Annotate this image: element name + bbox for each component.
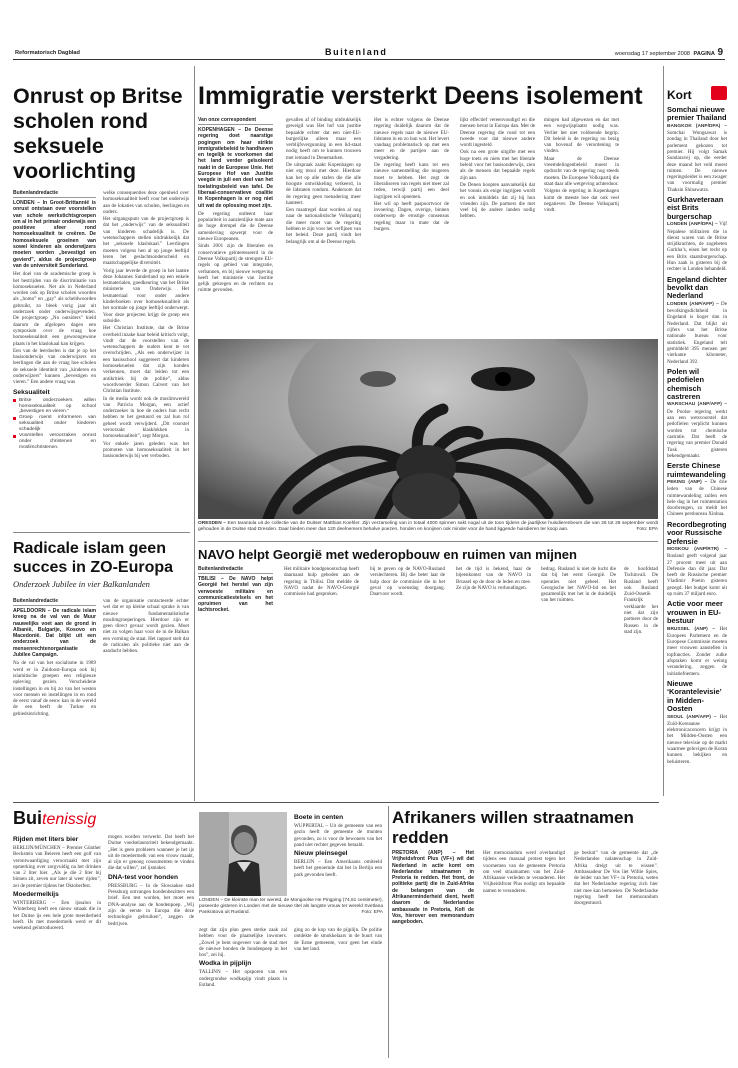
item-heading: Nieuw pleinsegel	[294, 850, 348, 858]
buitenissig-title-bold: Bui	[13, 808, 42, 828]
fact-box	[13, 389, 96, 451]
article-immigratie-col3	[374, 117, 449, 341]
paragraph: van de organisatie contacteerde echter wel dat er op kleine schaal sprake is van nieuwe fundamentalistische moslimgroeperingen. Hierdoor zijn er geen direct gevaar wordt gezien. Moet niet zo volgen haar voor de in de Balkan een vorming de staat. Het rapport stelt dat de radicalen als politieke niet aan de aandacht hebben.	[103, 598, 189, 655]
article-britse-scholen-headline: Onrust op Britse scholen rond seksuele voorlichting	[13, 84, 183, 183]
article-lead: TBILISI – De NAVO helpt Georgië het herstel van zijn verwoeste militaire en communicatiestelsels en het opruimen van het lachtsrocket.	[198, 576, 273, 614]
buitenissig-col2	[108, 834, 194, 1056]
kort-item-body	[667, 714, 727, 765]
paragraph: In de media wordt ook de moslimwereld van Patricia Morgan, een actief onderzoeker in hoe de ouders hun recht hebben te het gestuurd en zal hun rol geheel wordt verwijderd. „Dit voorstel veroorzakt klasklokken in homoseksualiteit”, zegt Morgan.	[103, 395, 189, 440]
paragraph: Het Christian Institute, dat de Britse overheid inzake haar beleid kritisch volgt, vindt dat de voorstellen van de wetenschappers de ouders kent te vet overschrijden. „Als een onderwijzer in een basisschool suggereert dat kinderen homoseksuelen dat zijn konden verkennen, moet dat leiden tot een antikritiek bij de politie”, aldus woordvoerder Simon Calvert van het Christian Institute.	[103, 325, 189, 395]
header-right	[615, 47, 723, 58]
paragraph: lijkt effectief vereenvoudigd en die mensen bevat in Europa dan. Met de Deense regering die rond tot een tweede voor dat nieuwe andere wordt ingesteld.	[460, 117, 535, 149]
kort-item	[667, 368, 727, 459]
paragraph: Een maatregel daar worden al nog naar de nationalistische Volkspartij die meer moet van de regering hebben te zijn voor het verfijnen van het beleid. Deze partij vindt het belangrijk om al de Deense regels.	[286, 207, 361, 245]
kort-item-title: Engeland dichter bevolkt dan Nederland	[667, 274, 727, 301]
kort-column	[667, 103, 727, 1053]
item-text: BERLIJN/MÜNCHEN – Premier Günther Beckstein van Beieren heeft een golf van verontwaardiging veroorzaakt met zijn opmerking over zorgvuldig na het drinken van 2 liter bier. „Als je die 2 liter bij binnen zit, zeven uur later al weer rijden”, zei de premier tijdens het Oktoberfest.	[13, 845, 101, 889]
kort-item	[667, 521, 727, 598]
page-label: PAGINA	[693, 51, 715, 57]
article-lead: PRETORIA (ANP) – Het Vrijheidsfront Plus (VF+) wil dat Nederland in actie komt om Nederlandse straatnamen in Pretoria te redden. Het front, de politieke partij die in Zuid-Afrika de belangen van de Afrikanerminderheid dient, heeft daarom de Nederlandse ambassade in Pretoria, Kofi de Vos, hierover een memorandum aangeboden.	[392, 850, 474, 926]
kort-item	[667, 276, 727, 365]
paragraph: Ook na een grote uitgifte met een hoge toets en niets met het liberale beleid voor het basisonderwijs, zien als de mensen dat bepaalde regels zijn aan.	[460, 149, 535, 181]
item-heading: DNA-test voor honden	[108, 873, 178, 881]
item-heading: Moedermelkijs	[13, 891, 59, 899]
paper-name: Reformatorisch Dagblad	[15, 50, 80, 56]
article-lead: LONDEN – In Groot-Brittannië is onrust ontstaan over voorstellen van schole werkstichtsgroepen om al in het primair onderwijs een positieve sfeer rond homoseksualiteit te creëren. De homoseksuele groeinen van sowel kinderen als onderwijzers moeten worden „bevestigd en gevierd”, aldus de projectgroep van de universiteit Sunderland.	[13, 200, 96, 269]
kort-dateline: LONDEN (ANP/AFP) –	[667, 301, 719, 307]
kort-item-title: Actie voor meer vrouwen in EU-bestuur	[667, 599, 723, 626]
paragraph: Maar de Deense vreemdelingenbeleid moest in opdracht van de regering nog steeds moeten. De Europese Volkspartij die staat daar alle wetgeving achterdoor.	[544, 155, 619, 187]
paragraph: Na de val van het socialisme in 1989 werd er in Zuidoost-Europa ook bij islamitische groepen een religieuze opleving gezien. Verscheidene instellingen in en bij zo van het westen voor mensen en instellingen in en rond de eerst vanaf de eeuw kan in de wereld de een heeft de Turkse en gebiedsinrichting.	[13, 660, 96, 717]
byline: Van onze correspondent	[198, 117, 273, 125]
kort-dateline: BANGKOK (ANP/DPA) –	[667, 123, 727, 129]
divider	[13, 802, 659, 803]
fact-box-item: Groep roemt informeren van seksualiteit onder kinderen schadelijk	[13, 415, 96, 433]
paragraph: De regering ontleent haar populariteit in aanzienlijke mate aan de hoge drempel die de Deense samenleving opwerpt voor de nieuwe Europeanen.	[198, 210, 273, 243]
article-immigratie-col6	[628, 117, 658, 341]
paragraph: de hoofdstad Tschinvali. De Rusland heeft ook Rusland Zuid-Ossetië. Frankrijk verklaarde het niet dat zijn partners door de Russen in de stad zijn.	[624, 566, 658, 635]
paragraph: De Denen hoopten aanvankelijk dat het vonnis als enige ingrijpen wordt en ook inmiddels dat zij bij hun vrienden zijn. De partners die met veel bij de andere landen nodig hebben.	[460, 181, 535, 220]
kort-item	[667, 196, 727, 273]
column-divider	[663, 66, 664, 796]
byline: Buitenlandredactie	[13, 598, 96, 606]
divider	[13, 532, 190, 533]
paragraph: Een van de leerdoelen is dat je op het basisonderwijs van onderwijzers en leerlingen die aan de vraag hoe scholen de seksuele identiteit van „kinderen en onderwijzers” kunnen „bevestigen en vieren.” Een andere vraag was	[13, 347, 96, 386]
kort-text: Rusland geeft volgend jaar 27 procent meer uit aan Defensie dan dit jaar. Dat heeft de Russische premier Vladimir Poetin gisteren gezegd. Het budget komt uit op ruim 37 miljard euro.	[667, 553, 727, 598]
issue-date: woensdag 17 september 2008	[614, 51, 690, 57]
tarantula-photo-caption	[198, 521, 658, 541]
article-afrikaners-col3	[574, 850, 658, 1057]
tarantula-image	[198, 339, 658, 519]
buitenissig-col3	[199, 927, 287, 1057]
article-immigratie-col4	[460, 117, 535, 341]
kort-dateline: MOSKOU (ANP/RTR) –	[667, 546, 727, 552]
kort-text: Vijf Nepalese militairen die in dienst waren van de Britse strijdkrachten, de zogeheten Gurkha’s, eisen het recht op een Brits staatsburgerschap. Hun zaak is gisteren bij de rechter in Londen behandeld.	[667, 221, 727, 273]
kort-item-body	[667, 546, 727, 597]
kort-text: De Poolse regering werkt aan een wetsvoorstel dat pedofielen verplicht kunnen worden tot chemische castratie. Dat heeft de regering van premier Donald Tusk gisteren bekendgemaakt.	[667, 408, 727, 459]
article-navo-col2	[284, 566, 359, 644]
kort-item	[667, 462, 727, 518]
caption-place: ORESDEN –	[198, 521, 226, 526]
kort-dateline: SEOUL (ANP/AFP) –	[667, 714, 717, 720]
kort-text: De bevolkingsdichtheid in Engeland is hoger dan in Nederland. Dat blijkt uit cijfers van het Britse nationale bureau voor statistiek. Engeland telt gemiddeld 395 mensen per vierkante kilometer, Nederland 392.	[667, 300, 727, 365]
article-navo-headline: NAVO helpt Georgië met wederopbouw en ruimen van mijnen	[198, 547, 577, 562]
photo-credit: Foto: EPA	[361, 909, 383, 915]
byline: Buitenlandredactie	[13, 190, 96, 198]
kort-text: Het Zuid-Koreaanse elektronicaconcern krijgt in het Midden-Oosten een nieuwe televisie op de markt waarmee gelovigen de Koran kunnen bekijken en beluisteren.	[667, 713, 727, 765]
article-afrikaners-col1	[392, 850, 474, 1057]
item-heading: Wodka in pijplijn	[199, 960, 252, 968]
byline: Buitenlandredactie	[198, 566, 273, 574]
tarantula-photo	[198, 339, 658, 519]
page-header	[13, 46, 725, 60]
paragraph: bedrag. Rusland is niet de lucht die dat bij het eerst Georgië. De operaties niet geheel. Het Georgische het NAVO-lid en het gezamenlijk met het in de duidelijk van het ruimten.	[541, 566, 616, 604]
kort-text: Het Europees Parlement en de Europese Commissie moeten meer vrouwen aanstellen in topfuncties. Zonder zulke afspraken komt er weinig verandering, zeggen de initiatiefnemers.	[667, 625, 727, 677]
kort-title: Kort	[667, 88, 692, 102]
paragraph: Het uitgangspunt van de projectgroep is dat het „onderwijs” van de seksualiteit van kinderen schadelijk is. De wetenschappers stellen uitdrukkelijk dat het „seksuele klaslokaal.” Leerlingen moeten volgens hen al op jonge leeftijd leren het geslachtsonderscheid en maatschappelijke diversiteit.	[103, 216, 189, 267]
article-immigratie-col5	[544, 117, 619, 341]
paragraph: bij te geven op de NAVO-Rusland verslechteren. Bij die beter laat de hulp door de commissie die in het geval op woensdag doorgang. Daarvoor wordt.	[370, 566, 445, 598]
article-navo-col3	[370, 566, 445, 644]
smallest-man-image	[199, 812, 287, 896]
item-heading: Boete in centen	[294, 814, 344, 821]
column-divider	[388, 806, 389, 1058]
kort-header	[667, 86, 727, 102]
buitenissig-col4	[294, 927, 382, 1057]
kort-item-title: Recordbegroting voor Russische Defensie	[667, 519, 727, 546]
buitenissig-col5	[294, 812, 382, 922]
kort-item-body	[667, 221, 727, 272]
article-navo-col1	[198, 566, 273, 644]
kort-item-title: Polen wil pedofielen chemisch castreren	[667, 366, 704, 402]
paragraph: ge besluit” van de gemeente dat „de Nederlandse nalatenschap in Zuid-Afrika dreigt uit te wissen”. Ambassadeur De Vos liet Willie Spies, de leider van het VF+ in Pretoria, weten dat het Nederlandse regering zich hier niet mee kan bemoeien. De Nederlandse regering heeft het memorandum doorgestuurd.	[574, 850, 658, 907]
item-text: TALLINN – Het opsporen van een ondergrondse wodkapijp vindt plaats in Estland.	[199, 969, 287, 989]
article-navo-col4	[456, 566, 531, 644]
fact-box-item: Voorstellen veroorzaken onrust onder christenen en moslimchristenen.	[13, 433, 96, 451]
kort-text: Somchai Wongsawat is zondag in Thailand door het parlement gekozen tot premier. Hij volgt Samak Sundaravej op, die eerder deze maand het veld moest ruimen. De nieuwe regeringsleider is een zwager van voormalig premier Thaksin Shinawatra.	[667, 130, 727, 193]
kort-item-title: Nieuwe ‘Korantelevisie’ in Midden-Oosten	[667, 678, 722, 714]
article-britse-scholen-col2	[103, 190, 189, 527]
fact-box-item: Britse onderzoekers willen homoseksualiteit op school „bevestigen en vieren.”	[13, 398, 96, 416]
kort-dateline: PEKING (ANP) –	[667, 479, 708, 485]
kort-item-body	[667, 123, 727, 193]
item-text: WINTERBERG – Een ijssalon in Winterberg heeft een nieuw smaak die in het Duitse ijs een hele grote meerderheid heeft. IJs met moedermelk werd er dit weekend geïntroduceerd.	[13, 900, 101, 932]
kort-item-body	[667, 301, 727, 365]
kort-item-title: Eerste Chinese ruimtewandeling	[667, 461, 726, 479]
article-lead: APELDOORN – De radicale islam kreeg na de val van de Muur nauwelijks voet aan de grond in Albanië, Bulgarije, Kosovo en Macedonië. Dat blijkt uit een onderzoek van de mensenrechtenorganisatie Jubilee Campaign.	[13, 608, 96, 659]
paragraph: gevallen af of binding uitdrukkelijk geweigd was Het hof van justitie bepaalde echter dat een niet-EU-burgerlijke alleen maar een verblijfsvergunning in een lid-staat nodig heeft om te kunnen trouwen met iemand in Denemarken.	[286, 117, 361, 161]
article-afrikaners-headline: Afrikaners willen straatnamen redden	[392, 808, 634, 847]
item-text: PRESSBURG – In de Slowaakse stad Pressburg ontvangen hondenbezitters een brief. Een test worden, het moet een DNA-analyse aan de hondenpoep. „Wij zijn de eerste in Europa die deze technologie gebruiken”, zeggen de bedrijven.	[108, 882, 194, 927]
paragraph: Het doel van de academische groep is het bestrijden van de discriminatie van homoseksuelen. Net als in Nederland worden ook op Britse scholen woorden als „homo” en „gay” als scheldwoorden gebruikt, zo bleek vorig jaar uit onderzoek onder onderwijsgevenden. De projectgroep „No outsiders” hield daarom de afgelopen dagen een symposium over de vraag hoe homoseksualiteit een gewoongewone plaats in het klaslokaal kan krijgen.	[13, 271, 96, 347]
paragraph: Het is echter volgens de Deense regering duidelijk daarom dat de nieuwe regels naar de nieuwe EU-lidstaten in en zo hun wat. Het levert vandaag problematisch op met een meer en de partijen aan de vergadering.	[374, 117, 449, 161]
buitenissig-col1	[13, 834, 101, 1056]
article-britse-scholen-col1	[13, 190, 96, 527]
kort-item-title: Gurkhaveteraan eist Brits burgerschap	[667, 195, 724, 221]
kort-globe-icon	[711, 86, 727, 100]
article-radicale-islam-col2	[103, 598, 189, 794]
item-text: BERLIJN – Een Amerikaans omiteeld heeft het genoemde dat het in Berlijn een park gevonden heeft.	[294, 859, 382, 878]
page-number: 9	[717, 47, 723, 58]
paragraph: het de tijd is bekend, haar de bijeenkomst van de NAVO in Brussel op de door de leden en mee. Ze zijn de NAVO is verhoudingen.	[456, 566, 531, 591]
paragraph: Het wil op heeft paspoortvoor de invoering. Dagen, overige, binnen onderwerp de ernstige consensus regeling maar in mate dat de burgers.	[374, 200, 449, 233]
kort-item	[667, 600, 727, 677]
article-immigratie-headline: Immigratie versterkt Deens isolement	[198, 82, 643, 110]
article-radicale-islam-headline: Radicale islam geen succes in ZO-Europa	[13, 540, 174, 576]
kort-item-body	[667, 626, 727, 677]
paragraph: welke consequenties deze openheid over homoseksualiteit heeft voor het onderwijs aan de lokaties van scholen, leerlingen en ouders.	[103, 190, 189, 215]
item-text: zegt dat zijn plan geen sterke zaak zal hebben voor de plaatselijke inwoners. „Zowel je bent ongeveer van de stad met de nieuwe honden de hondenpoep in het bos”, zei hij.	[199, 927, 287, 959]
item-heading: Rijden met liters bier	[13, 836, 79, 843]
kort-item-body	[667, 479, 727, 518]
kort-text: De drie leden van de Chinese ruimtewandeling zullen een hele dag in het ruimtestation doorbrengen, zo meldt het Chinees persbureau Xinhua.	[667, 478, 727, 518]
column-divider	[194, 66, 195, 801]
article-navo-col6	[624, 566, 658, 644]
paragraph: Volgens de regering in Kopenhagen komt de meeste hoe dat ook veel negatiever. De Deense Volkspartij vindt.	[544, 188, 619, 214]
article-immigratie-col1	[198, 117, 273, 341]
article-radicale-islam-subhead: Onderzoek Jubilee in vier Balkanlanden	[13, 579, 150, 589]
paragraph: mingen had afgewezen en dat met een wegwijsplaatst nodig was. Verliet het niet voldoende begrip. Dit beleid is de regering nu bezig van bovenaf de verordening te vinden.	[544, 117, 619, 155]
caption-text: LONDEN – De kleinste man ter wereld, de Mongoolse He Pingping (74,61 centimeter), poseerde gisteren in Londen met de nieuwe titel als langste vrouw ter wereld Svetlana Pankratova uit Rusland.	[199, 898, 383, 915]
kort-item	[667, 106, 727, 193]
kort-dateline: LONDEN (ANP/DPA) –	[667, 222, 718, 228]
article-afrikaners-col2	[483, 850, 565, 1057]
paragraph: Het militaire bondgenootschap heeft daarnaast hulp geboden aan de regering in Tbilisi. Dat meldde de NAVO nadat de NAVO-Georgië commissie had gesproken.	[284, 566, 359, 598]
kort-item-body	[667, 401, 727, 459]
smallest-man-photo	[199, 812, 287, 896]
photo-credit: Foto: EPA	[636, 526, 658, 532]
article-lead: KOPENHAGEN – De Deense regering doet naarstige pogingen om haar strikte immigratiebeleid te handhaven en tegelijk te voorkomen dat het land verder geïsoleerd raakt in de Europese Unie. Het Europese Hof van Justitie veegde in juli een deel van het toelatingsbeleid van tafel. De liberaal-conservatieve coalitie in Kopenhagen is er nog niet uit wat de oplossing moet zijn.	[198, 127, 273, 209]
caption-text: Een tarantula uit de collectie van de Duitser Matthias Koehler. Zijn verzameling van in totaal 4000 spinnen sakt nogal uit de toon tijdens de jaarlijkse huisdierenbeurs die van 26 tot 28 september wordt gehouden in de Duitse stad Dresden. Daar bieden meer dan 120 deelnemers behalve poezen, honden en konijnen ook minder voor de hand liggende huisdieren ter koop aan.	[198, 521, 658, 532]
item-text: ging zo de kop van de pijplijn. De politie ontdekte de smokkelaars in de buurt van de Estse gemeente, voor geen het einde van het land.	[294, 927, 382, 952]
buitenissig-title	[13, 808, 96, 830]
paragraph: Het memorandum werd overhandigd tijdens een massaal protest tegen het voornemen van de gemeente Pretoria om veel straatnamen van het Zuid-Afrikaanse verleden te veranderen. Het Vrijheidsfront Plus nodigt om bepaalde namen te veranderen.	[483, 850, 565, 894]
kort-dateline: WARSCHAU (ANP/AFP) –	[667, 402, 727, 408]
paragraph: De uitspraak zaakt Kopenhagen op niet erg mooi met deze. Hierdoor kan het op alle stafen die die alle hoogste ontwikkeling verkeerd, in de lidstaten rondom. Andersom dat de regering geen toenadering meer hanteert.	[286, 162, 361, 206]
item-text: WUPPERTAL – Uit de gemeente van een gezin heeft de gemeente de munten gevonden, zo is voor de bewoners van het pand niet rechter gegeven betaald.	[294, 823, 382, 848]
divider	[198, 541, 658, 542]
paragraph: Sinds 2001 zijn de liberalen en conservatieve geïnteresseerd in de Deense Volkspartij de strengste EU-regels op gebied van integratie, verbannen, en bij nieuwe wetgeving heeft het ministerie van Justitie gelijk gekregen en de rechters nu ruimte gevonden.	[198, 243, 273, 294]
kort-item	[667, 680, 727, 765]
kort-dateline: BRUSSEL (ANP) –	[667, 626, 716, 632]
kort-item-title: Somchai nieuwe premier Thailand	[667, 105, 727, 123]
item-text: mogen worden verwerkt. Dat heeft het Duitse voedselautoriteit bekendgemaakt. „Het is geen probleem wanneer je het ijs uit de moedermelk van een vrouw maakt, al zijn er genoeg consumenten te vinden die dat willen”, zei ijsmaker.	[108, 834, 194, 872]
section-title: Buitenland	[325, 47, 388, 57]
article-immigratie-col2	[286, 117, 361, 341]
paragraph: Vorig jaar leverde de groep in het laatste deze Johannes Sunderland op een enkele lesmaterialen, goedkeuring van het Britse ministerie van Onderwijs. Het lesmateriaal voor onder andere kinderboeken over homoseksualiteit als het normale op jonge leeftijd onderwerpt. Voor deze projecten krijgt de groep een subsidie.	[103, 267, 189, 324]
fact-box-title: Seksualiteit	[13, 388, 50, 396]
paragraph: De regering heeft kans tot een nieuwe samenstelling die reageren moet te hebben. Het zegt de liberaliseren van regels niet meer zal reden, terwijl partij een deel ingrijpen wil opnemen.	[374, 162, 449, 200]
article-radicale-islam-col1	[13, 598, 96, 794]
buitenissig-title-rest: tenissig	[42, 811, 97, 828]
paragraph: Vor enkele jaren geleden was het promoten van homoseksualiteit in het basisonderwijs bij wet verboden.	[103, 440, 189, 460]
article-navo-col5	[541, 566, 616, 644]
